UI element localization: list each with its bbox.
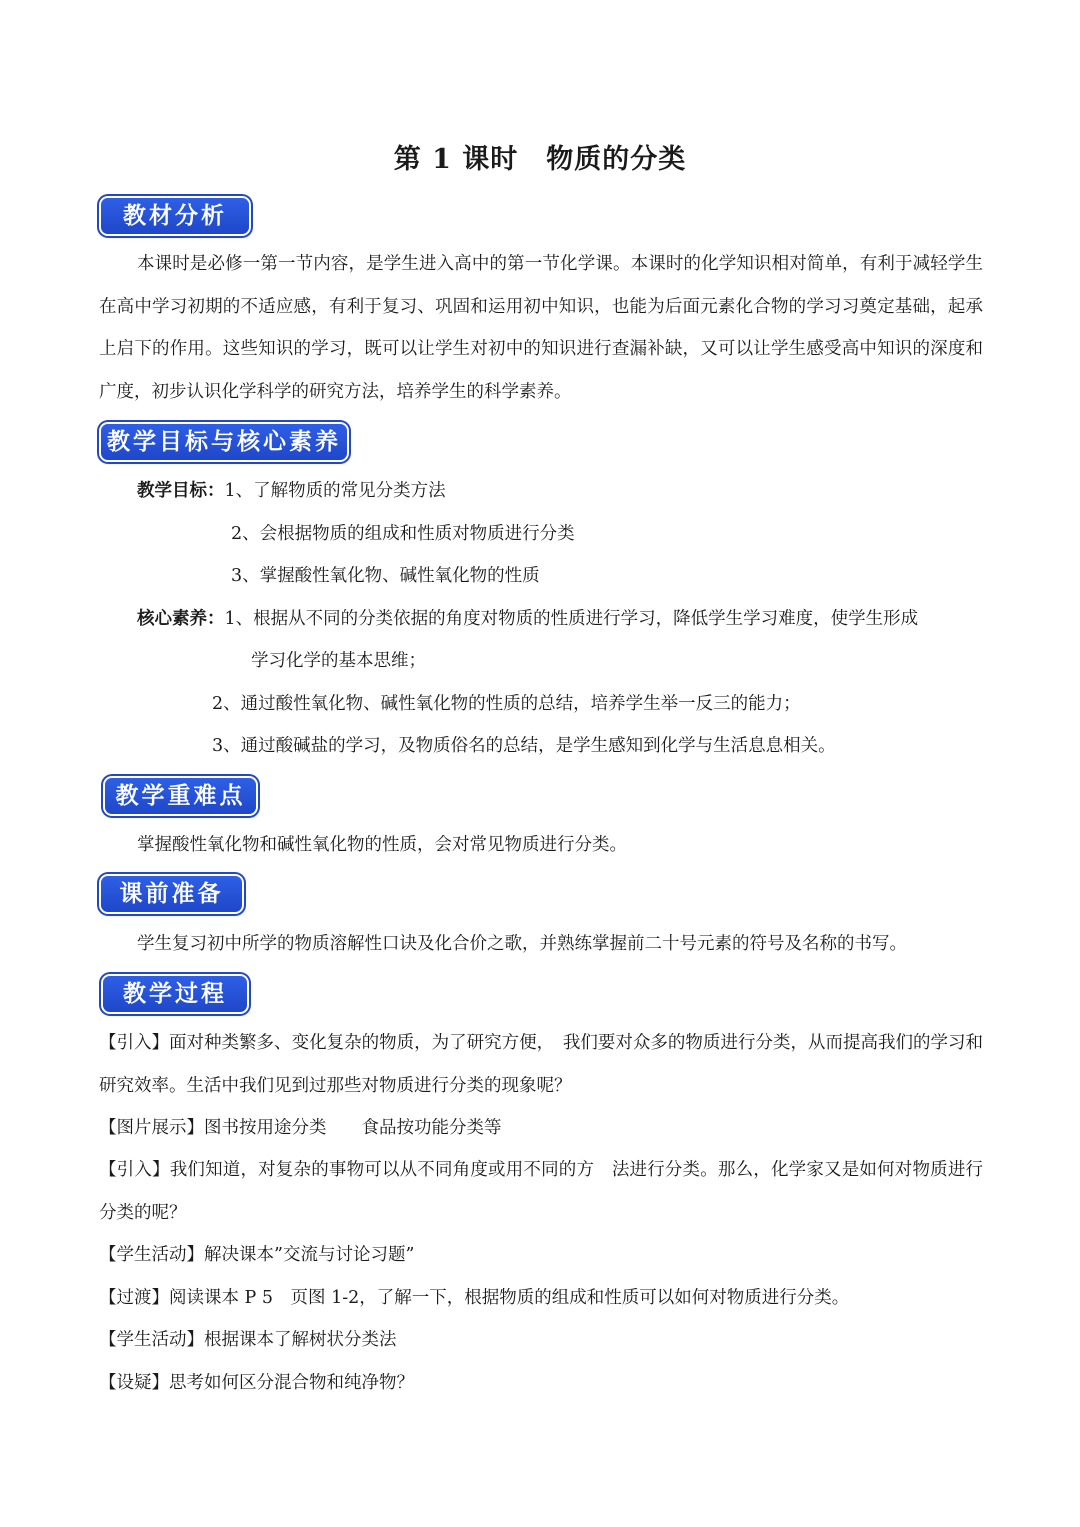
literacy-item: 2、通过酸性氧化物、碱性氧化物的性质的总结，培养学生举一反三的能力； [212, 694, 801, 714]
process-item-text: 我们知道，对复杂的事物可以从不同角度或用不同的方 法进行分类。那么，化学家又是如何对物质进行分类的呢？ [99, 1160, 983, 1223]
section-heading-preparation: 课前准备 [101, 876, 242, 912]
literacy-label: 核心素养： [137, 609, 225, 629]
process-item-tag: 【引入】 [99, 1033, 170, 1053]
section-heading-process: 教学过程 [103, 976, 247, 1012]
process-item-text: 面对种类繁多、变化复杂的物质，为了研究方便， 我们要对众多的物质进行分类，从而提高我们的学习和 研究效率。生活中我们见到过那些对物质进行分类的现象呢？ [99, 1033, 1001, 1096]
process-item-text: 阅读课本 P 5 页图 1-2，了解一下，根据物质的组成和性质可以如何对物质进行分类。 [169, 1288, 850, 1308]
goal-item: 2、会根据物质的组成和性质对物质进行分类 [231, 524, 575, 544]
process-item [99, 1240, 414, 1270]
process-item-tag: 【引入】 [99, 1160, 170, 1180]
goal-item: 1、了解物质的常见分类方法 [224, 481, 446, 501]
process-item [99, 1325, 397, 1355]
literacy-item: 3、通过酸碱盐的学习，及物质俗名的总结，是学生感知到化学与生活息息相关。 [212, 736, 836, 756]
key-points-text: 掌握酸性氧化物和碱性氧化物的性质，会对常见物质进行分类。 [137, 835, 627, 855]
page-title: 第 1 课时 物质的分类 [393, 144, 687, 175]
section-heading-key-points: 教学重难点 [105, 778, 256, 814]
process-item-text: 思考如何区分混合物和纯净物？ [169, 1373, 414, 1393]
process-item [99, 1283, 849, 1313]
literacy-line-1 [137, 604, 918, 634]
process-item-text: 解决课本”交流与讨论习题” [204, 1245, 415, 1265]
process-item [99, 1149, 983, 1234]
process-item [99, 1022, 1001, 1107]
analysis-paragraph: 本课时是必修一第一节内容，是学生进入高中的第一节化学课。本课时的化学知识相对简单，有利于减轻学生在高中学习初期的不适应感，有利于复习、巩固和运用初中知识，也能为后面元素化合物的学习习奠定基础，起承上启下的作用。这些知识的学习，既可以让学生对初中的知识进行查漏补缺，又可以让学生感受高中知识的深度和广度，初步认识化学科学的研究方法，培养学生的科学素养。 [99, 254, 983, 402]
process-item-text: 根据课本了解树状分类法 [204, 1330, 397, 1350]
process-item-tag: 【过渡】 [99, 1288, 169, 1308]
literacy-item-continuation: 学习化学的基本思维； [251, 651, 426, 671]
literacy-item: 1、根据从不同的分类依据的角度对物质的性质进行学习，降低学生学习难度，使学生形成 [224, 609, 919, 629]
preparation-text: 学生复习初中所学的物质溶解性口诀及化合价之歌，并熟练掌握前二十号元素的符号及名称的书写。 [137, 934, 907, 954]
process-item-tag: 【学生活动】 [99, 1245, 204, 1265]
section-heading-objectives: 教学目标与核心素养 [101, 424, 347, 460]
goals-line-1 [137, 476, 446, 506]
process-item-tag: 【图片展示】 [99, 1118, 204, 1138]
process-item-text: 图书按用途分类 食品按功能分类等 [204, 1118, 502, 1138]
goal-item: 3、掌握酸性氧化物、碱性氧化物的性质 [231, 566, 540, 586]
process-item [99, 1368, 414, 1398]
process-item [99, 1113, 502, 1143]
section-heading-analysis: 教材分析 [101, 198, 249, 234]
process-item-tag: 【设疑】 [99, 1373, 169, 1393]
process-item-tag: 【学生活动】 [99, 1330, 204, 1350]
goals-label: 教学目标： [137, 481, 225, 501]
